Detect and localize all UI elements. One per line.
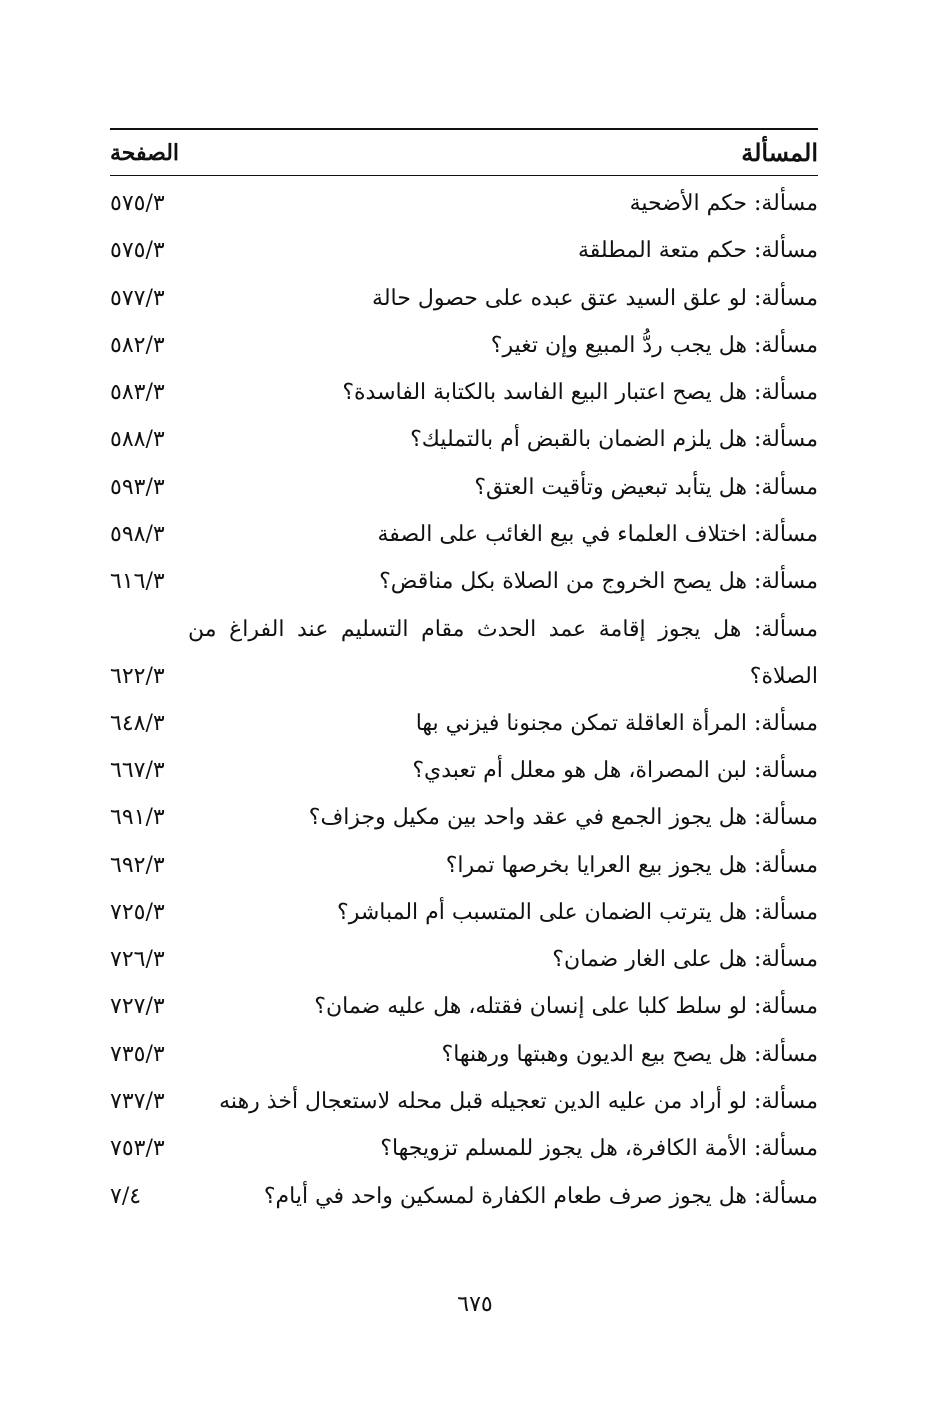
index-row bbox=[110, 1078, 818, 1125]
entry-page-ref: ٥٨٨/٣ bbox=[110, 427, 165, 453]
entry-page-ref: ٥٩٨/٣ bbox=[110, 522, 165, 548]
entry-topic: مسألة: هل يجوز بيع العرايا بخرصها تمرا؟ bbox=[445, 852, 818, 878]
index-row bbox=[110, 369, 818, 416]
entry-page-ref: ٥٧٧/٣ bbox=[110, 285, 165, 311]
index-row bbox=[110, 606, 818, 700]
entry-topic: مسألة: هل يلزم الضمان بالقبض أم بالتمليك؟ bbox=[410, 427, 818, 453]
entry-topic: مسألة: هل يصح اعتبار البيع الفاسد بالكتابة الفاسدة؟ bbox=[342, 380, 818, 406]
index-row bbox=[110, 842, 818, 889]
page-number: ٦٧٥ bbox=[457, 1292, 493, 1317]
entry-topic: مسألة: هل يترتب الضمان على المتسبب أم المباشر؟ bbox=[337, 899, 818, 925]
entry-topic: مسألة: هل يجوز إقامة عمد الحدث مقام التسليم عند الفراغ من الصلاة؟ bbox=[188, 616, 818, 689]
column-header-issue: المسألة bbox=[741, 138, 818, 167]
entry-topic: مسألة: هل يجب ردُّ المبيع وإن تغير؟ bbox=[490, 332, 818, 358]
entry-topic: مسألة: هل يصح بيع الديون وهبتها ورهنها؟ bbox=[441, 1041, 818, 1067]
entry-topic: مسألة: لو أراد من عليه الدين تعجيله قبل محله لاستعجال أخذ رهنه bbox=[219, 1089, 818, 1115]
column-header-page: الصفحة bbox=[110, 140, 180, 166]
index-row bbox=[110, 889, 818, 936]
entry-page-ref: ٧٣٥/٣ bbox=[110, 1041, 165, 1067]
entry-topic: مسألة: اختلاف العلماء في بيع الغائب على الصفة bbox=[377, 522, 818, 548]
entry-topic: مسألة: هل يتأبد تبعيض وتأقيت العتق؟ bbox=[474, 474, 818, 500]
entry-page-ref: ٧٢٦/٣ bbox=[110, 947, 165, 973]
index-row bbox=[110, 936, 818, 983]
index-row bbox=[110, 275, 818, 322]
entry-page-ref: ٦٩١/٣ bbox=[110, 805, 165, 831]
entry-page-ref: ٦٩٢/٣ bbox=[110, 852, 165, 878]
entry-topic: مسألة: المرأة العاقلة تمكن مجنونا فيزني بها bbox=[415, 710, 818, 736]
entry-page-ref: ٦٢٢/٣ bbox=[110, 663, 165, 689]
top-rule bbox=[110, 128, 818, 130]
entry-page-ref: ٥٩٣/٣ bbox=[110, 474, 165, 500]
index-row bbox=[110, 700, 818, 747]
entry-page-ref: ٦١٦/٣ bbox=[110, 569, 165, 595]
entry-page-ref: ٦٤٨/٣ bbox=[110, 710, 165, 736]
entry-topic: مسألة: لو علق السيد عتق عبده على حصول حالة bbox=[372, 285, 818, 311]
entry-topic: مسألة: لو سلط كلبا على إنسان فقتله، هل عليه ضمان؟ bbox=[314, 994, 818, 1020]
entry-topic: مسألة: هل على الغار ضمان؟ bbox=[552, 947, 818, 973]
entry-topic: مسألة: حكم متعة المطلقة bbox=[577, 238, 818, 264]
entry-page-ref: ٧٥٣/٣ bbox=[110, 1136, 165, 1162]
header-rule bbox=[110, 175, 818, 176]
entry-topic: مسألة: هل يجوز صرف طعام الكفارة لمسكين واحد في أيام؟ bbox=[263, 1183, 818, 1209]
index-row bbox=[110, 511, 818, 558]
table-header bbox=[110, 134, 818, 172]
index-row bbox=[110, 747, 818, 794]
entry-topic: مسألة: حكم الأضحية bbox=[629, 191, 818, 216]
entry-page-ref: ٥٧٥/٣ bbox=[110, 238, 165, 264]
index-row bbox=[110, 1173, 818, 1220]
entry-page-ref: ٦٦٧/٣ bbox=[110, 757, 165, 783]
index-row bbox=[110, 1031, 818, 1078]
entry-page-ref: ٧٣٧/٣ bbox=[110, 1089, 165, 1115]
index-row bbox=[110, 227, 818, 274]
entry-topic: مسألة: الأمة الكافرة، هل يجوز للمسلم تزويجها؟ bbox=[380, 1136, 818, 1162]
index-row bbox=[110, 794, 818, 841]
entry-topic: مسألة: هل يصح الخروج من الصلاة بكل مناقض؟ bbox=[379, 569, 818, 595]
index-row bbox=[110, 322, 818, 369]
entry-page-ref: ٧٢٧/٣ bbox=[110, 994, 165, 1020]
entry-page-ref: ٥٨٣/٣ bbox=[110, 380, 165, 406]
index-row bbox=[110, 180, 818, 227]
index-row bbox=[110, 416, 818, 463]
entry-topic: مسألة: هل يجوز الجمع في عقد واحد بين مكيل وجزاف؟ bbox=[308, 805, 818, 831]
index-list bbox=[110, 180, 818, 1220]
index-row bbox=[110, 558, 818, 605]
index-row bbox=[110, 464, 818, 511]
index-row bbox=[110, 983, 818, 1030]
index-row bbox=[110, 1125, 818, 1172]
entry-page-ref: ٧/٤ bbox=[110, 1183, 142, 1209]
entry-page-ref: ٥٧٥/٣ bbox=[110, 191, 165, 216]
entry-topic: مسألة: لبن المصراة، هل هو معلل أم تعبدي؟ bbox=[412, 757, 818, 783]
entry-page-ref: ٥٨٢/٣ bbox=[110, 332, 165, 358]
entry-page-ref: ٧٢٥/٣ bbox=[110, 899, 165, 925]
